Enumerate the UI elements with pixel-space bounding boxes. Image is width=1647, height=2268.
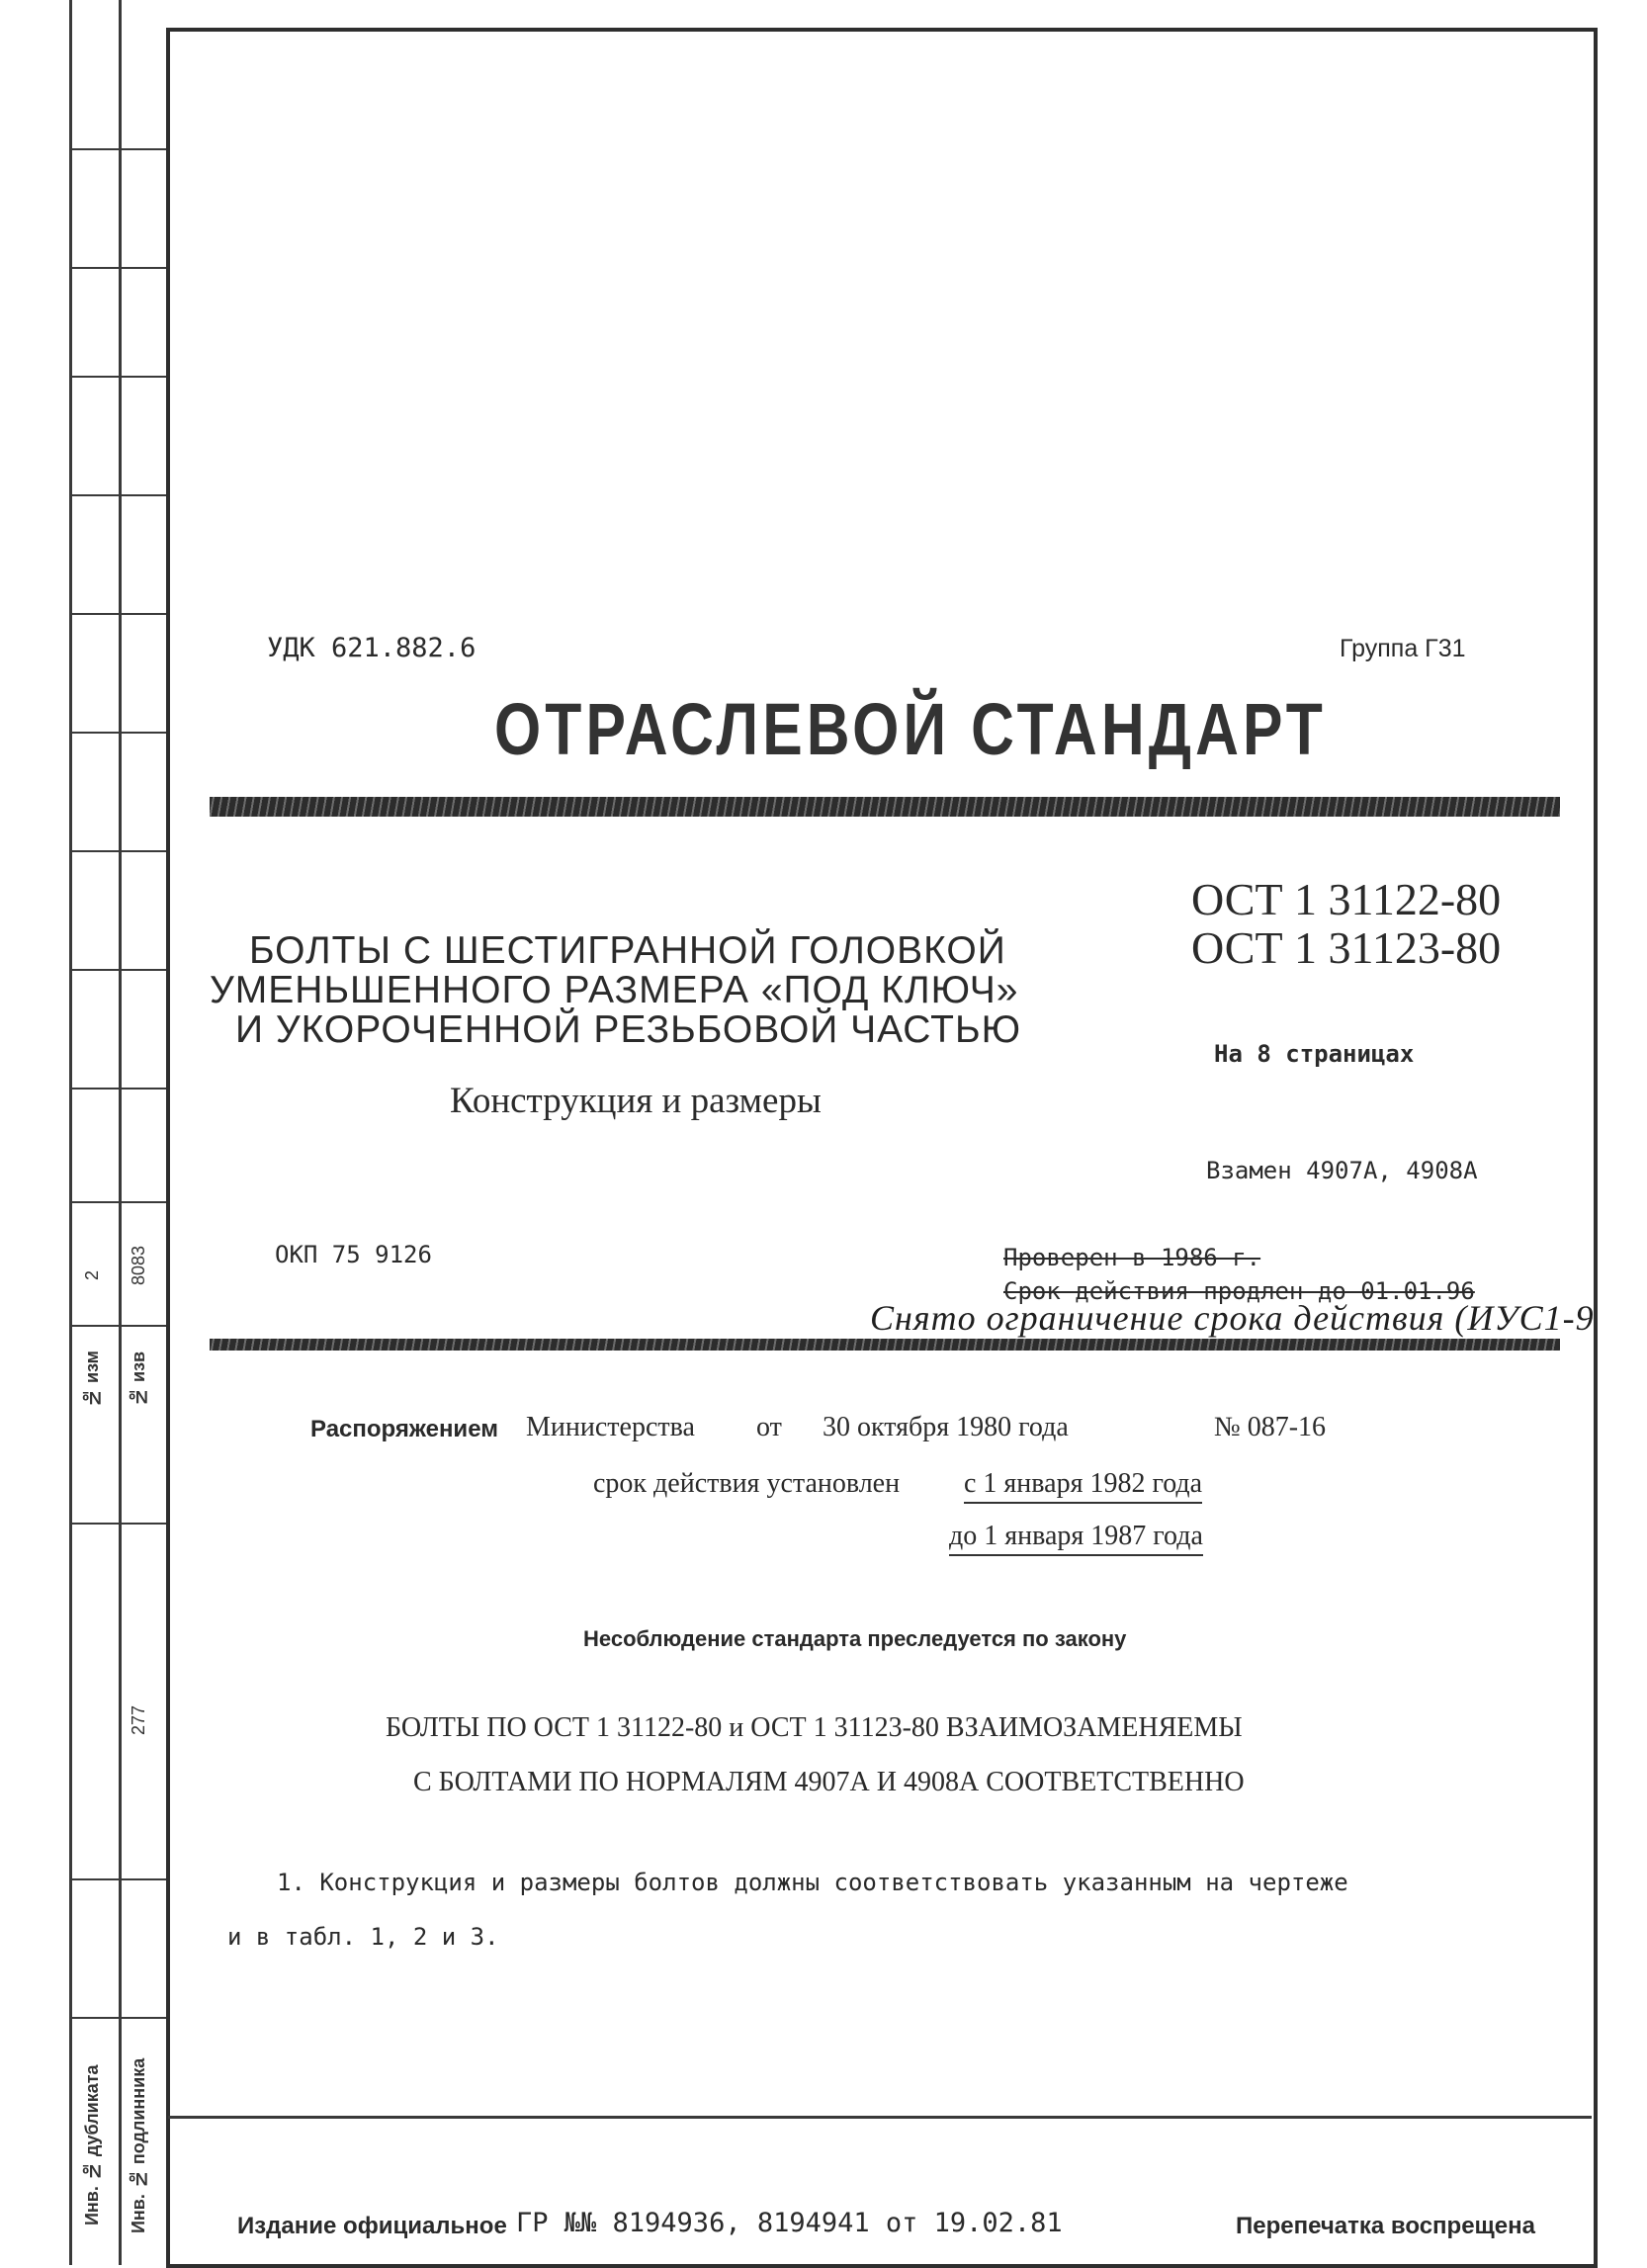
interchange-line-2: С БОЛТАМИ ПО НОРМАЛЯМ 4907А И 4908А СООТВЕТСТВЕННО xyxy=(413,1767,1245,1797)
law-notice: Несоблюдение стандарта преследуется по закону xyxy=(583,1626,1127,1651)
handwritten-note: Снято ограничение срока действия (ИУС1-9 xyxy=(870,1298,1595,1338)
pages-count: На 8 страницах xyxy=(1214,1040,1415,1068)
margin-strip-h-line xyxy=(69,1088,168,1090)
margin-change-no-label: № изм xyxy=(82,1351,102,1408)
order-ministry: Министерства xyxy=(526,1412,695,1442)
standard-subtitle: Конструкция и размеры xyxy=(450,1081,822,1121)
margin-inv-value: 277 xyxy=(129,1704,148,1736)
clause-1-line-1: 1. Конструкция и размеры болтов должны соответствовать указанным на чертеже xyxy=(277,1869,1348,1896)
valid-to: до 1 января 1987 года xyxy=(949,1521,1203,1556)
margin-strip-h-line xyxy=(69,1523,168,1525)
margin-strip-h-line xyxy=(69,1201,168,1203)
replaces-note: Взамен 4907А, 4908А xyxy=(1206,1157,1478,1184)
order-from: от xyxy=(756,1412,782,1442)
margin-change-no-value: 2 xyxy=(82,1270,102,1281)
margin-strip-mid-line xyxy=(119,0,122,2265)
standard-name-line-3: И УКОРОЧЕННОЙ РЕЗЬБОВОЙ ЧАСТЬЮ xyxy=(235,1008,1021,1051)
margin-strip-h-line xyxy=(69,969,168,971)
validity-prefix: срок действия установлен xyxy=(593,1468,901,1499)
footer-rule xyxy=(168,2116,1592,2119)
margin-strip-h-line xyxy=(69,494,168,496)
margin-notice-no-label: № изв xyxy=(129,1351,148,1408)
order-rule xyxy=(210,1339,1560,1351)
standard-name-line-1: БОЛТЫ С ШЕСТИГРАННОЙ ГОЛОВКОЙ xyxy=(249,929,1006,972)
margin-strip-h-line xyxy=(69,1878,168,1880)
extended-note: Срок действия продлен до 01.01.96 xyxy=(1003,1277,1475,1305)
standard-code-1: ОСТ 1 31122-80 xyxy=(1191,874,1502,924)
order-number: № 087-16 xyxy=(1214,1412,1327,1442)
margin-strip-h-line xyxy=(69,613,168,615)
footer-edition: Издание официальное xyxy=(237,2213,507,2239)
udk-code: УДК 621.882.6 xyxy=(267,633,477,663)
footer-gr: ГР №№ 8194936, 8194941 от 19.02.81 xyxy=(516,2208,1063,2238)
margin-strip-h-line xyxy=(69,1325,168,1327)
standard-code-2: ОСТ 1 31123-80 xyxy=(1191,922,1502,973)
interchange-line-1: БОЛТЫ ПО ОСТ 1 31122-80 и ОСТ 1 31123-80 ВЗАИМОЗАМЕНЯЕМЫ xyxy=(386,1712,1243,1743)
standard-name-line-2: УМЕНЬШЕННОГО РАЗМЕРА «ПОД КЛЮЧ» xyxy=(210,969,1019,1011)
clause-1-line-2: и в табл. 1, 2 и 3. xyxy=(227,1923,499,1951)
margin-strip-h-line xyxy=(69,732,168,734)
order-date: 30 октября 1980 года xyxy=(823,1412,1069,1442)
page-title: ОТРАСЛЕВОЙ СТАНДАРТ xyxy=(494,688,1327,770)
title-rule xyxy=(210,797,1560,817)
margin-strip-h-line xyxy=(69,850,168,852)
margin-strip-outer-line xyxy=(69,0,72,2265)
group-label: Группа Г31 xyxy=(1340,635,1466,662)
margin-strip-h-line xyxy=(69,148,168,150)
order-label: Распоряжением xyxy=(310,1416,498,1442)
footer-reprint: Перепечатка воспрещена xyxy=(1236,2213,1535,2239)
margin-strip-h-line xyxy=(69,2017,168,2019)
margin-strip-h-line xyxy=(69,376,168,378)
margin-notice-no-value: 8083 xyxy=(129,1245,148,1286)
margin-inv-dup-label: Инв. № дубликата xyxy=(82,2064,102,2226)
valid-from: с 1 января 1982 года xyxy=(964,1468,1202,1504)
checked-note: Проверен в 1986 г. xyxy=(1003,1244,1261,1271)
margin-strip-h-line xyxy=(69,267,168,269)
margin-inv-orig-label: Инв. № подлинника xyxy=(129,2057,148,2233)
okp-code: ОКП 75 9126 xyxy=(275,1241,432,1268)
